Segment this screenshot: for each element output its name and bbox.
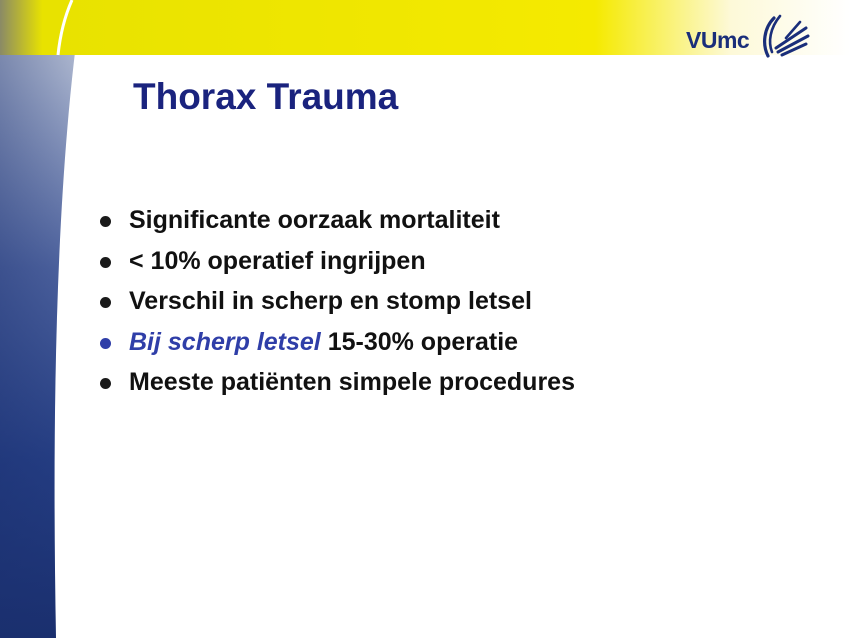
bullet-text — [129, 322, 518, 362]
bullet-text: Meeste patiënten simpele procedures — [129, 368, 575, 396]
bullet-dot-icon — [100, 297, 111, 308]
bullet-dot-icon — [100, 216, 111, 227]
bullet-text: Significante oorzaak mortaliteit — [129, 206, 500, 234]
bullet-dot-icon — [100, 257, 111, 268]
logo-text: VUmc — [686, 27, 750, 53]
bullet-text: < 10% operatief ingrijpen — [129, 246, 426, 275]
vumc-swoosh-icon — [760, 14, 814, 60]
bullet-dot-icon — [100, 378, 111, 389]
bullet-text-rest: 15-30% operatie — [320, 327, 519, 356]
vumc-logo — [686, 14, 814, 60]
bullet-text: Verschil in scherp en stomp letsel — [129, 287, 532, 315]
bullet-dot-icon — [100, 338, 111, 349]
slide-title: Thorax Trauma — [133, 76, 399, 117]
bullet-emphasis: Bij scherp letsel — [129, 327, 321, 356]
